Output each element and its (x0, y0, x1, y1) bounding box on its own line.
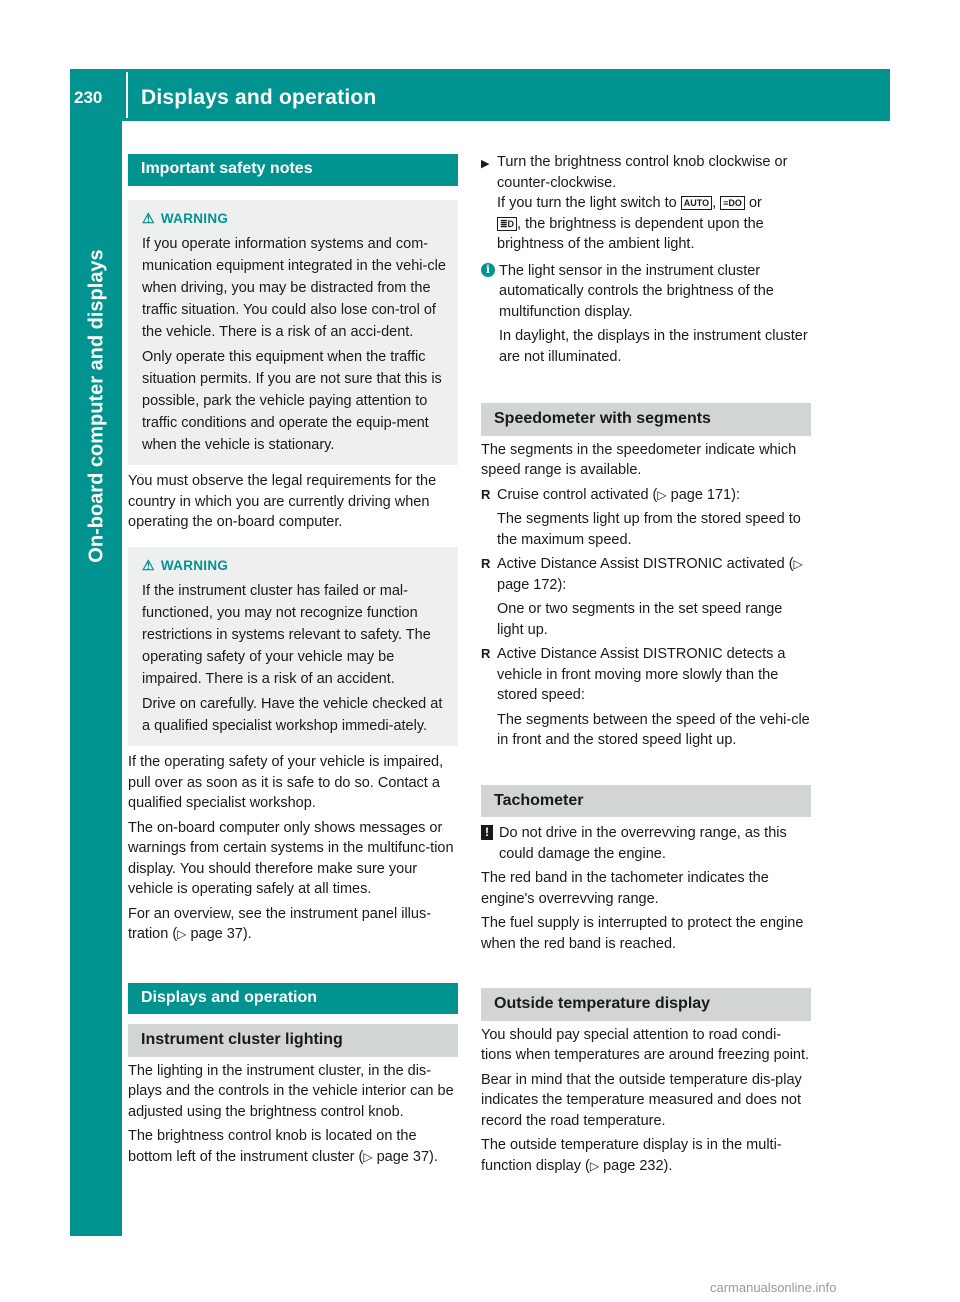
page-pointer-icon: ▷ (363, 1149, 373, 1164)
right-column (481, 152, 811, 1180)
page-pointer-icon: ▷ (657, 487, 667, 502)
section-heading-safety: Important safety notes (128, 154, 458, 186)
low-beam-icon: ≣D (497, 217, 517, 231)
page-pointer-icon: ▷ (793, 557, 803, 571)
section-heading-tachometer: Tachometer (481, 785, 811, 818)
page-title: Displays and operation (141, 86, 377, 109)
warning-label: WARNING (160, 210, 229, 226)
warning-text: If the instrument cluster has failed or mal-functioned, you may not recognize function restrictions in systems relevant to safety. The operating safety of your vehicle may be impaired. There is a risk of an accident. (142, 583, 431, 687)
paragraph: The lighting in the instrument cluster, in the dis-plays and the controls in the vehicle interior can be adjusted using the brightness control knob. (128, 1062, 454, 1120)
left-column (128, 154, 458, 1171)
paragraph: The red band in the tachometer indicates the engine's overrevving range. (481, 870, 769, 907)
section-heading-speedometer: Speedometer with segments (481, 403, 811, 436)
paragraph: The on-board computer only shows messages or warnings from certain systems in the multifunc-tion display. You should therefore make sure your vehicle is operating safely at all times. (128, 819, 454, 897)
parking-light-icon: ≡DO (720, 196, 745, 210)
paragraph: You must observe the legal requirements for the country in which you are currently driving when operating the on-board computer. (128, 473, 437, 530)
page-reference-link[interactable]: page 171): (670, 486, 740, 503)
caution-icon: ! (481, 825, 493, 840)
watermark: carmanualsonline.info (710, 1280, 837, 1295)
page-reference-link[interactable]: page 37). (376, 1148, 438, 1165)
warning-box-2 (128, 547, 458, 747)
header-divider (126, 72, 128, 118)
info-note: i The light sensor in the instrument cluster automatically controls the brightness of the multifunction display. In daylight, the displays in the instrument cluster are not illuminated. (481, 261, 811, 368)
warning-text: Drive on carefully. Have the vehicle checked at a qualified specialist workshop immedi-ately. (142, 696, 443, 734)
list-item: R Active Distance Assist DISTRONIC detects a vehicle in front moving more slowly than the stored speed: The segments between the speed of the vehi-cle in front and the stored speed light up. (481, 644, 811, 751)
warning-box-1 (128, 200, 458, 466)
page-number: 230 (74, 88, 103, 107)
paragraph: You should pay special attention to road condi-tions when temperatures are around freezing point. (481, 1026, 810, 1063)
list-item: R Active Distance Assist DISTRONIC activated (▷ page 172): One or two segments in the set speed range light up. (481, 554, 811, 640)
paragraph: The segments in the speedometer indicate which speed range is available. (481, 441, 797, 478)
warning-label: WARNING (160, 557, 229, 573)
paragraph: If the operating safety of your vehicle is impaired, pull over as soon as it is safe to do so. Contact a qualified specialist workshop. (128, 754, 444, 811)
caution-note: ! Do not drive in the overrevving range, as this could damage the engine. (481, 823, 811, 864)
warning-icon: ⚠ (142, 209, 155, 226)
step-arrow-icon: ▶ (481, 158, 490, 170)
page-reference-link[interactable]: page 37). (190, 926, 252, 942)
warning-text: If you operate information systems and com-munication equipment integrated in the vehi-cle when driving, you may be distracted from the traffic situation. You could also lose con-trol of the vehicle. There is a risk of an acci-dent. (142, 236, 446, 340)
section-heading-displays: Displays and operation (128, 983, 458, 1015)
section-heading-outside-temp: Outside temperature display (481, 988, 811, 1021)
paragraph: Bear in mind that the outside temperature dis-play indicates the temperature measured and does not record the road temperature. (481, 1071, 802, 1129)
auto-symbol-icon: AUTO (681, 196, 712, 210)
page-reference-link[interactable]: page 172): (497, 576, 567, 593)
warning-icon: ⚠ (142, 556, 155, 573)
page-pointer-icon: ▷ (177, 927, 187, 941)
instruction-step: ▶ Turn the brightness control knob clockwise or counter-clockwise. If you turn the light switch to AUTO , ≡DO or ≣D , the brightness is dependent upon the brightness of the ambient light. (481, 154, 788, 252)
info-icon: i (481, 263, 495, 277)
paragraph: The fuel supply is interrupted to protect the engine when the red band is reached. (481, 915, 804, 952)
section-heading-lighting: Instrument cluster lighting (128, 1024, 458, 1057)
list-item: R Cruise control activated (▷ page 171): The segments light up from the stored speed to the maximum speed. (481, 485, 811, 551)
page-reference-link[interactable]: page 232). (603, 1157, 673, 1174)
paragraph: The outside temperature display is in the multi-function display (▷ page 232). (481, 1137, 782, 1174)
side-tab-label: On-board computer and displays (85, 249, 108, 563)
paragraph: The brightness control knob is located on the bottom left of the instrument cluster (▷ page 37). (128, 1128, 438, 1165)
warning-text: Only operate this equipment when the traffic situation permits. If you are not sure that this is possible, park the vehicle paying attention to traffic conditions and operate the equip-ment when the vehicle is stationary. (142, 349, 442, 453)
paragraph: For an overview, see the instrument panel illus-tration (▷ page 37). (128, 905, 432, 942)
page-pointer-icon: ▷ (589, 1158, 600, 1173)
